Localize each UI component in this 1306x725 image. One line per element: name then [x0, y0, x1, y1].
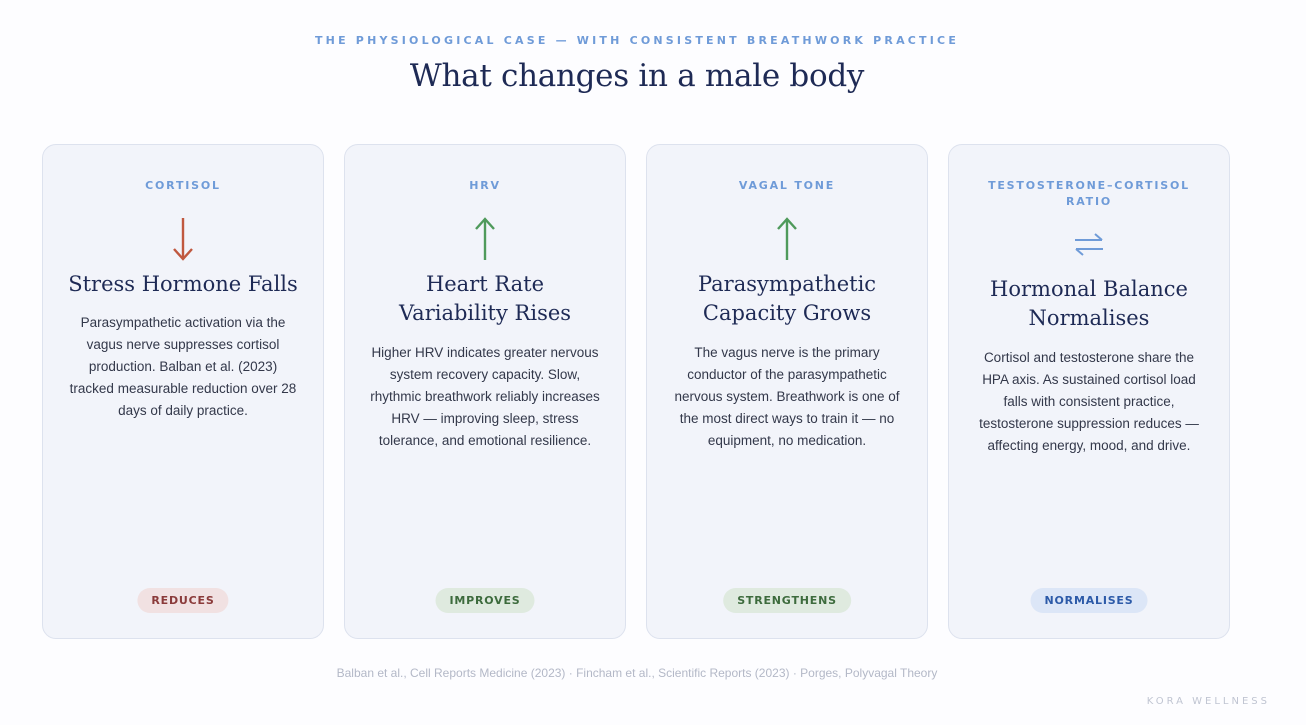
card-label: HRV — [469, 179, 501, 192]
section-eyebrow: THE PHYSIOLOGICAL CASE — WITH CONSISTENT BREATHWORK PRACTICE — [314, 34, 960, 47]
status-badge: REDUCES — [137, 588, 228, 613]
arrow-up-icon — [345, 215, 625, 267]
card-body: Parasympathetic activation via the vagus nerve suppresses cortisol production. Balban et al. (2023) tracked measurable reduction over 28 days of daily practice. — [69, 315, 297, 418]
card-label: CORTISOL — [145, 179, 221, 192]
brand-wordmark: KORA WELLNESS — [1146, 696, 1270, 707]
page-title: What changes in a male body — [409, 58, 865, 94]
card-hrv — [344, 144, 626, 639]
card-heading: Heart Rate Variability Rises — [398, 272, 572, 325]
card-heading: Parasympathetic Capacity Grows — [697, 272, 877, 325]
card-body: Cortisol and testosterone share the HPA axis. As sustained cortisol load falls with consistent practice, testosterone suppression reduces — affecting energy, mood, and drive. — [979, 350, 1199, 453]
swap-arrows-icon — [949, 232, 1229, 260]
card-label: TESTOSTERONE–CORTISOL RATIO — [988, 179, 1190, 208]
status-badge: IMPROVES — [436, 588, 535, 613]
card-body: Higher HRV indicates greater nervous system recovery capacity. Slow, rhythmic breathwork reliably increases HRV — improving sleep, stress tolerance, and emotional resilience. — [370, 345, 600, 448]
card-cortisol — [42, 144, 324, 639]
card-label: VAGAL TONE — [738, 179, 836, 192]
sources-citation: Balban et al., Cell Reports Medicine (2023) · Fincham et al., Scientific Reports (2023) · Porges, Polyvagal Theory — [336, 666, 938, 680]
card-heading: Hormonal Balance Normalises — [990, 277, 1188, 330]
card-testosterone-cortisol-ratio — [948, 144, 1230, 639]
arrow-up-icon — [647, 215, 927, 267]
card-vagal-tone — [646, 144, 928, 639]
card-body: The vagus nerve is the primary conductor of the parasympathetic nervous system. Breathwork is one of the most direct ways to train it — no equipment, no medication. — [674, 345, 900, 448]
status-badge: STRENGTHENS — [723, 588, 851, 613]
arrow-down-icon — [43, 215, 323, 267]
status-badge: NORMALISES — [1031, 588, 1148, 613]
card-heading: Stress Hormone Falls — [68, 272, 298, 296]
